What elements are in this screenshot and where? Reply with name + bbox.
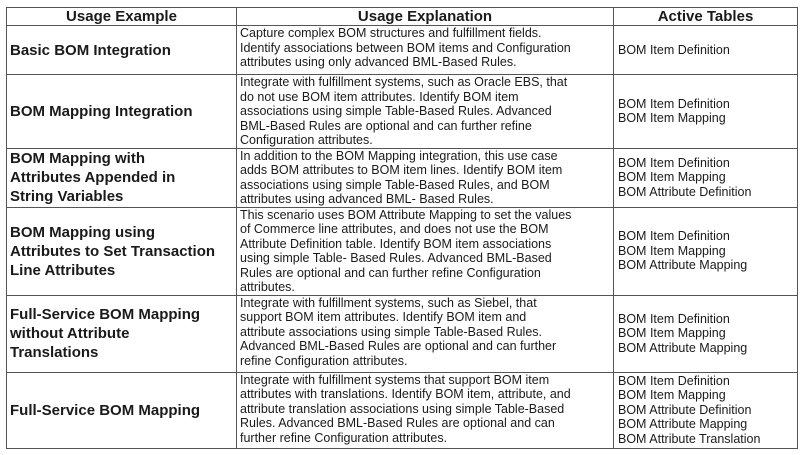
explanation-line: Attribute Definition table. Identify BOM item associations: [240, 236, 552, 251]
usage-explanation-cell: [237, 207, 614, 295]
explanation-line: attributes with translations. Identify BOM item, attribute, and: [240, 387, 571, 401]
explanation-line: adds BOM attributes to BOM item lines. Identify BOM item: [240, 163, 563, 177]
explanation-line: attribute translation associations using simple Table-Based: [240, 401, 565, 416]
explanation-line: do not use BOM item attributes. Identify BOM item: [240, 89, 519, 104]
usage-example-cell: [7, 295, 237, 372]
active-table-item: BOM Item Definition: [618, 373, 730, 388]
header-usage-explanation: Usage Explanation: [237, 8, 614, 26]
bom-usage-table: [6, 7, 798, 449]
explanation-line: Capture complex BOM structures and fulfillment fields.: [240, 26, 542, 40]
explanation-line: further refine Configuration attributes.: [240, 430, 448, 445]
active-table-item: BOM Item Mapping: [618, 170, 726, 185]
header-active-tables: Active Tables: [614, 8, 798, 26]
explanation-line: BML-Based Rules are optional and can further refine: [240, 118, 532, 133]
usage-explanation-cell: [237, 26, 614, 75]
explanation-line: Integrate with fulfillment systems that support BOM item: [240, 372, 550, 387]
usage-explanation-cell: [237, 295, 614, 372]
explanation-line: This scenario uses BOM Attribute Mapping to set the values: [240, 207, 572, 222]
usage-explanation-cell: [237, 75, 614, 149]
explanation-line: Rules are optional and can further refine Configuration: [240, 265, 541, 280]
active-table-item: BOM Attribute Mapping: [618, 417, 748, 432]
explanation-line: attributes using advanced BML- Based Rules.: [240, 192, 494, 206]
explanation-line: Configuration attributes.: [240, 133, 373, 147]
explanation-line: attribute associations using simple Table-Based Rules.: [240, 324, 543, 339]
active-table-item: BOM Item Mapping: [618, 243, 726, 258]
table-row: [7, 295, 798, 372]
usage-example-line: BOM Mapping with: [10, 150, 145, 167]
table-row: [7, 207, 798, 295]
active-tables-cell: [614, 372, 798, 448]
usage-example-cell: [7, 26, 237, 75]
usage-explanation-cell: [237, 148, 614, 207]
usage-example-line: Attributes to Set Transaction: [10, 242, 216, 260]
active-table-item: BOM Attribute Definition: [618, 402, 752, 417]
usage-example-line: Line Attributes: [10, 261, 116, 279]
active-table-item: BOM Attribute Mapping: [618, 340, 748, 355]
table-row: [7, 372, 798, 448]
usage-explanation-cell: [237, 372, 614, 448]
active-tables-cell: [614, 207, 798, 295]
explanation-line: associations using simple Table-Based Rules. Advanced: [240, 104, 552, 118]
table-row: [7, 26, 798, 75]
active-table-item: BOM Item Mapping: [618, 111, 726, 126]
usage-example-text: Basic BOM Integration: [10, 41, 171, 59]
explanation-line: Integrate with fulfillment systems, such as Siebel, that: [240, 295, 537, 310]
explanation-line: refine Configuration attributes.: [240, 353, 408, 368]
active-table-item: BOM Item Mapping: [618, 388, 726, 403]
active-tables-cell: [614, 148, 798, 207]
explanation-line: associations using simple Table-Based Rules, and BOM: [240, 177, 550, 192]
explanation-line: attributes.: [240, 280, 295, 294]
header-usage-example: Usage Example: [7, 8, 237, 26]
usage-example-line: without Attribute: [10, 325, 130, 342]
table-row: [7, 75, 798, 149]
explanation-line: Advanced BML-Based Rules are optional and can further: [240, 339, 557, 353]
explanation-line: In addition to the BOM Mapping integration, this use case: [240, 148, 558, 163]
explanation-line: support BOM item attributes. Identify BOM item and: [240, 310, 527, 324]
active-table-item: BOM Item Mapping: [618, 326, 726, 341]
explanation-line: Rules. Advanced BML-Based Rules are optional and can: [240, 416, 555, 430]
usage-example-cell: [7, 207, 237, 295]
usage-example-line: Translations: [10, 344, 99, 361]
explanation-line: Integrate with fulfillment systems, such as Oracle EBS, that: [240, 75, 568, 89]
active-table-item: BOM Item Definition: [618, 155, 730, 170]
usage-example-cell: [7, 372, 237, 448]
usage-example-text: Full-Service BOM Mapping: [10, 401, 201, 419]
explanation-line: using simple Table- Based Rules. Advanced BML-Based: [240, 251, 552, 265]
active-tables-cell: [614, 75, 798, 149]
explanation-line: Identify associations between BOM items and Configuration: [240, 40, 571, 55]
active-table-item: BOM Attribute Translation: [618, 431, 761, 446]
usage-example-text: BOM Mapping Integration: [10, 102, 193, 120]
usage-example-line: String Variables: [10, 188, 124, 205]
usage-example-cell: [7, 148, 237, 207]
header-row: [7, 8, 798, 26]
active-table-item: BOM Item Definition: [618, 42, 730, 57]
active-table-item: BOM Attribute Definition: [618, 184, 752, 199]
active-table-item: BOM Item Definition: [618, 311, 730, 326]
explanation-line: attributes using only advanced BML-Based Rules.: [240, 55, 517, 69]
usage-example-line: Attributes Appended in: [10, 169, 176, 186]
explanation-line: of Commerce line attributes, and does not use the BOM: [240, 222, 549, 236]
active-table-item: BOM Item Definition: [618, 96, 730, 111]
active-table-item: BOM Item Definition: [618, 229, 730, 244]
table-row: [7, 148, 798, 207]
active-tables-cell: [614, 295, 798, 372]
usage-example-line: BOM Mapping using: [10, 223, 155, 241]
active-table-item: BOM Attribute Mapping: [618, 258, 748, 273]
active-tables-cell: [614, 26, 798, 75]
usage-example-line: Full-Service BOM Mapping: [10, 306, 201, 323]
usage-example-cell: [7, 75, 237, 149]
